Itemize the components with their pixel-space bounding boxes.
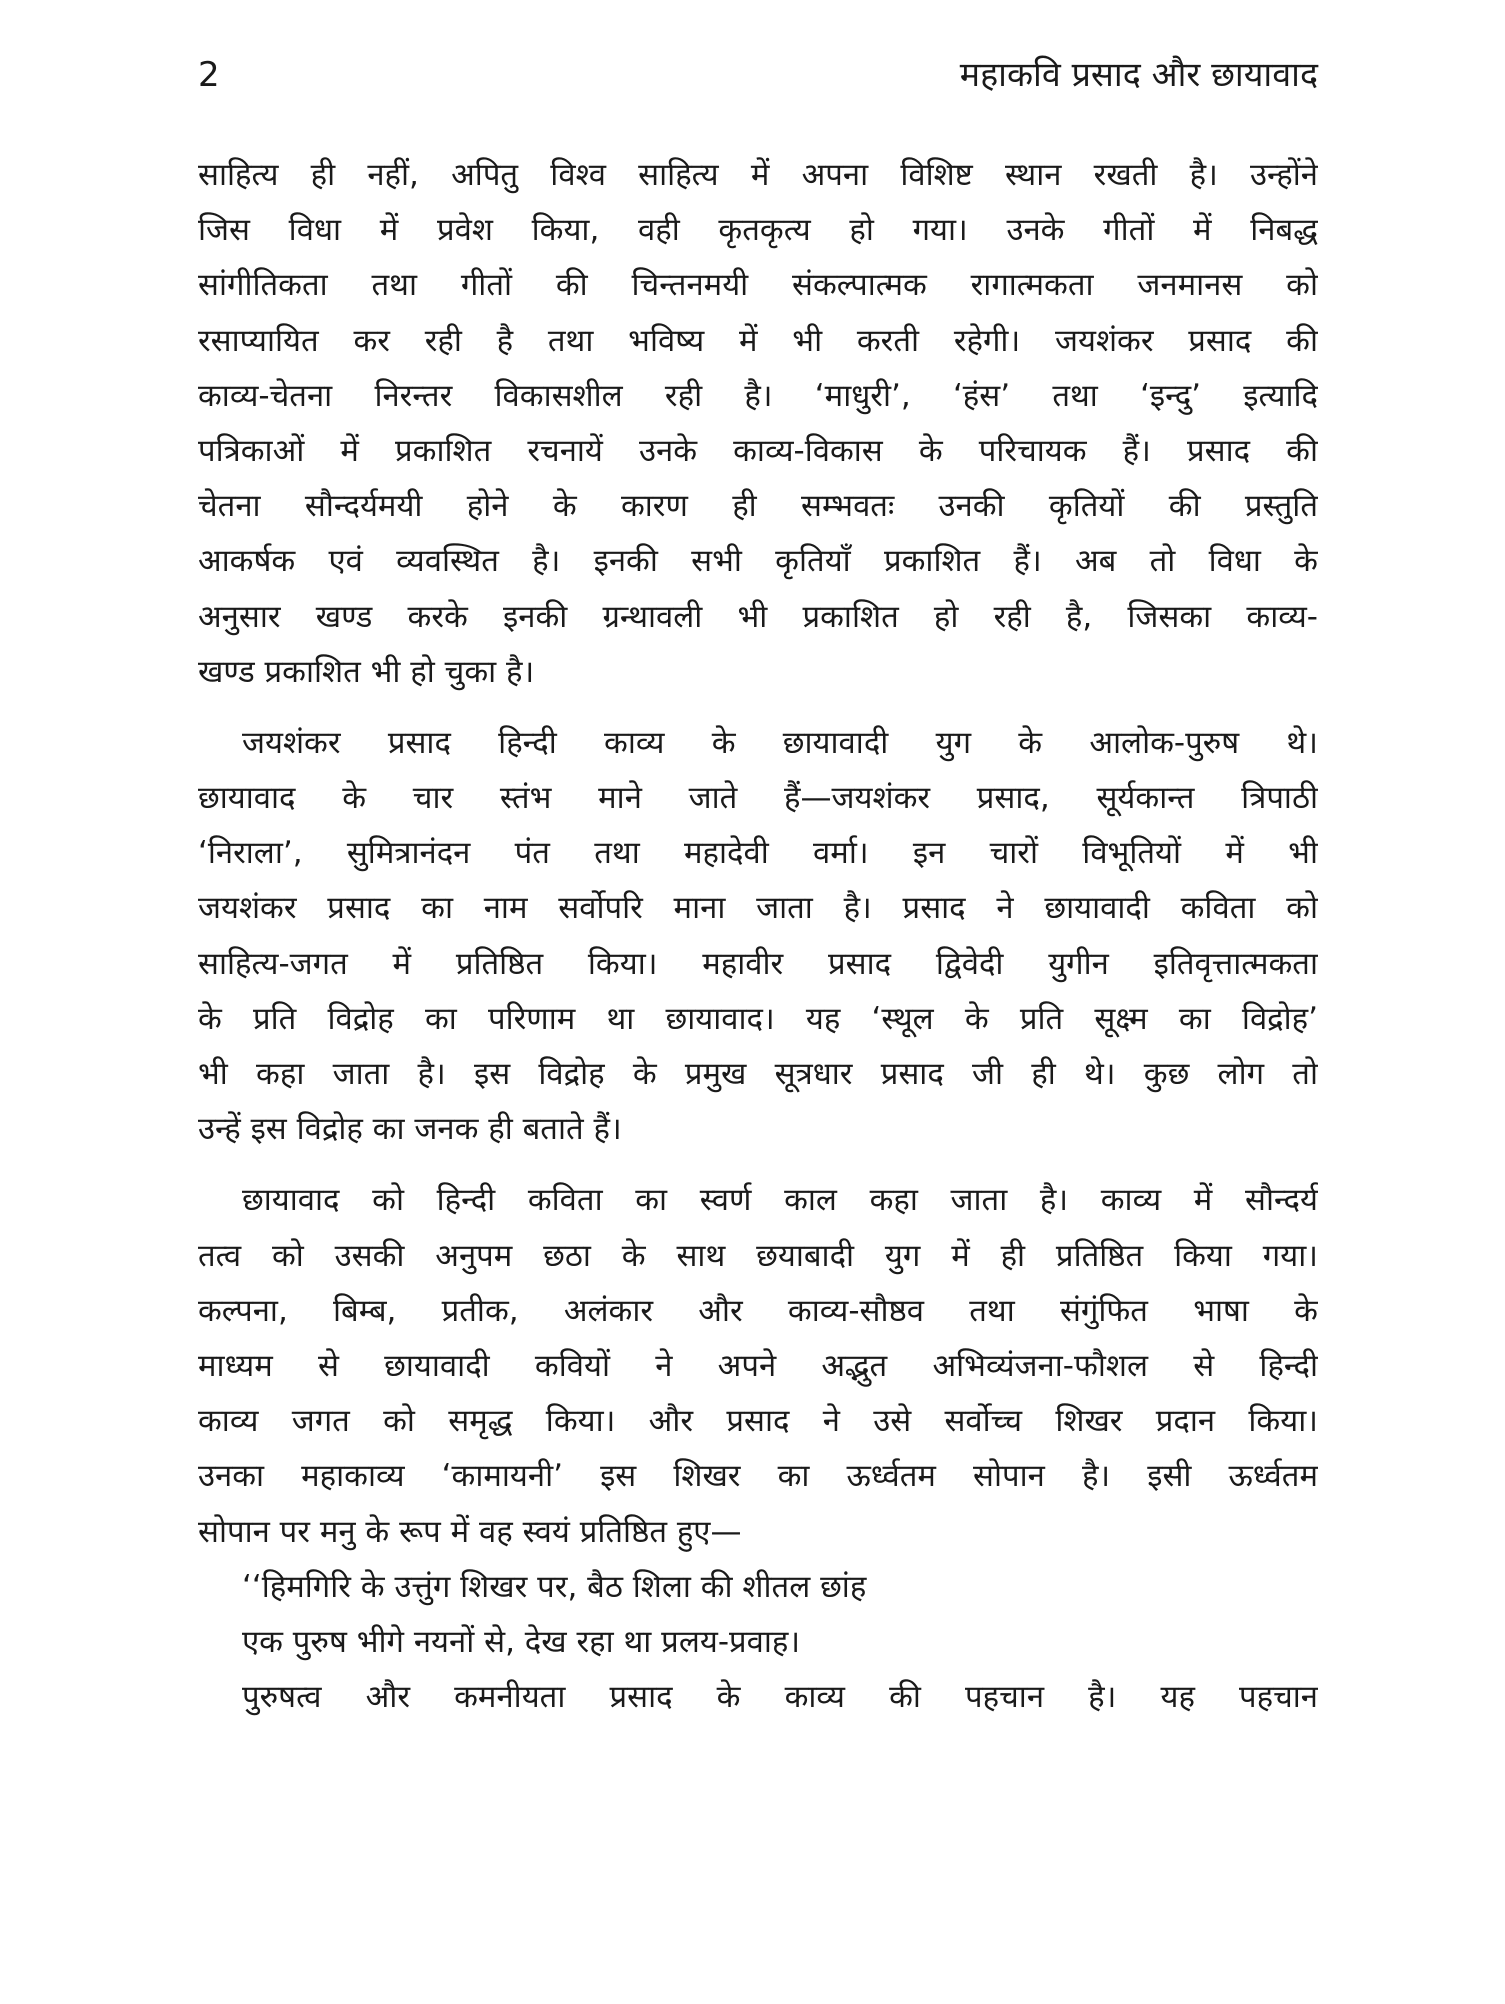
- text-line: साहित्य ही नहीं, अपितु विश्व साहित्य में अपना विशिष्ट स्थान रखती है। उन्होंने: [198, 157, 1318, 193]
- paragraph-gap: [198, 1157, 1318, 1173]
- text-line: आकर्षक एवं व्यवस्थित है। इनकी सभी कृतियाँ प्रकाशित हैं। अब तो विधा के: [198, 543, 1318, 580]
- text-line: तत्व को उसकी अनुपम छठा के साथ छयाबादी युग में ही प्रतिष्ठित किया गया।: [198, 1237, 1318, 1274]
- paragraph-gap: [198, 700, 1318, 716]
- running-title: महाकवि प्रसाद और छायावाद: [959, 55, 1318, 95]
- page-number: 2: [198, 55, 220, 95]
- text-line: माध्यम से छायावादी कवियों ने अपने अद्भुत अभिव्यंजना-फौशल से हिन्दी: [198, 1347, 1318, 1384]
- text-line: छायावाद के चार स्तंभ माने जाते हैं—जयशंकर प्रसाद, सूर्यकान्त त्रिपाठी: [198, 780, 1318, 817]
- paragraph-4: [198, 1670, 1318, 1725]
- text-line: उनका महाकाव्य ‘कामायनी’ इस शिखर का ऊर्ध्वतम सोपान है। इसी ऊर्ध्वतम: [198, 1458, 1318, 1495]
- page-header: [198, 52, 1318, 98]
- text-line: भी कहा जाता है। इस विद्रोह के प्रमुख सूत्रधार प्रसाद जी ही थे। कुछ लोग तो: [198, 1056, 1318, 1092]
- paragraph-3: [198, 1173, 1318, 1559]
- text-line: रसाप्यायित कर रही है तथा भविष्य में भी करती रहेगी। जयशंकर प्रसाद की: [198, 322, 1318, 359]
- verse-quote: [198, 1560, 1318, 1670]
- text-line: पुरुषत्व और कमनीयता प्रसाद के काव्य की पहचान है। यह पहचान: [242, 1679, 1318, 1716]
- text-line: छायावाद को हिन्दी कविता का स्वर्ण काल कहा जाता है। काव्य में सौन्दर्य: [242, 1182, 1318, 1219]
- text-line: के प्रति विद्रोह का परिणाम था छायावाद। यह ‘स्थूल के प्रति सूक्ष्म का विद्रोह’: [198, 1000, 1318, 1037]
- text-line: कल्पना, बिम्ब, प्रतीक, अलंकार और काव्य-सौष्ठव तथा संगुंफित भाषा के: [198, 1292, 1318, 1329]
- text-line: चेतना सौन्दर्यमयी होने के कारण ही सम्भवतः उनकी कृतियों की प्रस्तुति: [198, 488, 1318, 525]
- text-line: उन्हें इस विद्रोह का जनक ही बताते हैं।: [198, 1111, 622, 1148]
- text-line: खण्ड प्रकाशित भी हो चुका है।: [198, 653, 535, 690]
- text-line: साहित्य-जगत में प्रतिष्ठित किया। महावीर प्रसाद द्विवेदी युगीन इतिवृत्तात्मकता: [198, 945, 1318, 982]
- text-line: सोपान पर मनु के रूप में वह स्वयं प्रतिष्ठित हुए—: [198, 1513, 742, 1550]
- text-line: अनुसार खण्ड करके इनकी ग्रन्थावली भी प्रकाशित हो रही है, जिसका काव्य-: [198, 598, 1318, 635]
- verse-line: एक पुरुष भीगे नयनों से, देख रहा था प्रलय-प्रवाह।: [242, 1623, 801, 1660]
- verse-line: ‘‘हिमगिरि के उत्तुंग शिखर पर, बैठ शिला की शीतल छांह: [242, 1568, 867, 1605]
- text-line: काव्य जगत को समृद्ध किया। और प्रसाद ने उसे सर्वोच्च शिखर प्रदान किया।: [198, 1403, 1318, 1440]
- text-line: जिस विधा में प्रवेश किया, वही कृतकृत्य हो गया। उनके गीतों में निबद्ध: [198, 212, 1318, 249]
- text-line: जयशंकर प्रसाद हिन्दी काव्य के छायावादी युग के आलोक-पुरुष थे।: [242, 724, 1318, 761]
- text-line: पत्रिकाओं में प्रकाशित रचनायें उनके काव्य-विकास के परिचायक हैं। प्रसाद की: [198, 432, 1318, 469]
- paragraph-2: [198, 716, 1318, 1158]
- paragraph-1: [198, 148, 1318, 700]
- body-text: [198, 148, 1318, 1725]
- text-line: काव्य-चेतना निरन्तर विकासशील रही है। ‘माधुरी’, ‘हंस’ तथा ‘इन्दु’ इत्यादि: [198, 377, 1318, 414]
- text-line: सांगीतिकता तथा गीतों की चिन्तनमयी संकल्पात्मक रागात्मकता जनमानस को: [198, 267, 1318, 304]
- text-line: ‘निराला’, सुमित्रानंदन पंत तथा महादेवी वर्मा। इन चारों विभूतियों में भी: [198, 835, 1318, 872]
- text-line: जयशंकर प्रसाद का नाम सर्वोपरि माना जाता है। प्रसाद ने छायावादी कविता को: [198, 890, 1318, 927]
